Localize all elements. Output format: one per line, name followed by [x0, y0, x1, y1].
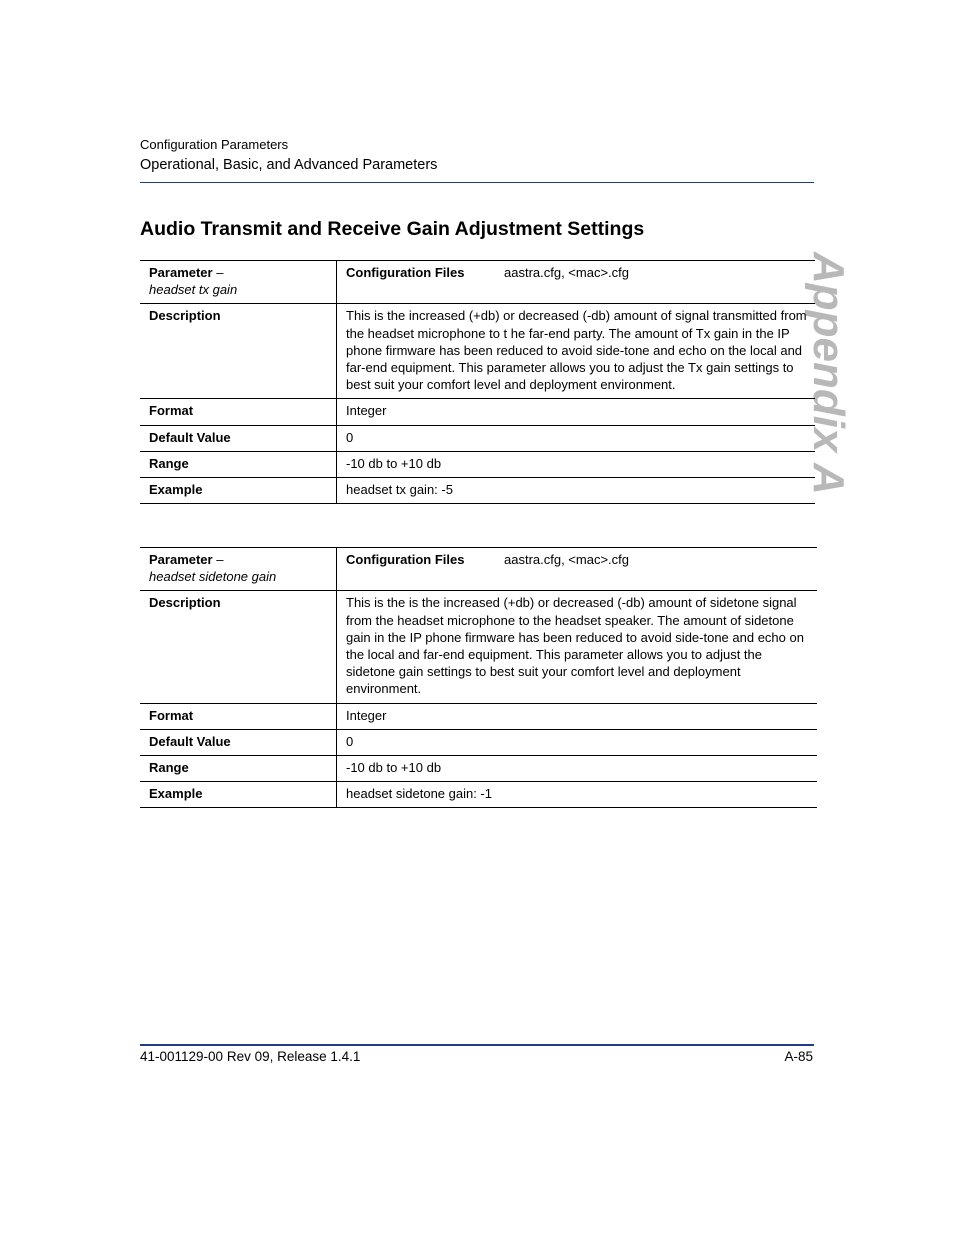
table-row	[140, 729, 817, 755]
config-files-label: Configuration Files	[346, 552, 465, 567]
footer-rule	[140, 1044, 814, 1046]
table-row	[140, 548, 817, 591]
default-value-label: Default Value	[140, 729, 337, 755]
range-value: -10 db to +10 db	[337, 756, 818, 782]
range-value: -10 db to +10 db	[337, 451, 816, 477]
table-row	[140, 703, 817, 729]
parameter-label: Parameter	[149, 552, 213, 567]
description-value: This is the is the increased (+db) or decreased (-db) amount of sidetone signal from the headset microphone to the headset speaker. The amount of sidetone gain in the IP phone firmware has been reduced to avoid side-tone and echo on the local and far-end equipment. This parameter allows you to adjust the sidetone gain settings to best suit your comfort level and deployment environment.	[337, 591, 818, 703]
example-value: headset sidetone gain: -1	[337, 782, 818, 808]
config-files-label: Configuration Files	[346, 265, 465, 280]
format-label: Format	[140, 399, 337, 425]
table-row	[140, 782, 817, 808]
parameter-table-headset-sidetone-gain	[140, 547, 817, 808]
parameter-dash: –	[212, 552, 224, 567]
format-value: Integer	[337, 703, 818, 729]
section-title: Audio Transmit and Receive Gain Adjustment Settings	[140, 218, 645, 240]
footer-page-number: A-85	[784, 1049, 813, 1064]
default-value-value: 0	[337, 425, 816, 451]
appendix-side-tab: Appendix A	[804, 252, 853, 495]
default-value-value: 0	[337, 729, 818, 755]
footer-doc-id: 41-001129-00 Rev 09, Release 1.4.1	[140, 1049, 361, 1064]
table-row	[140, 425, 815, 451]
parameter-name: headset tx gain	[149, 282, 238, 298]
config-files-cell	[337, 548, 818, 591]
header-rule	[140, 182, 814, 183]
range-label: Range	[140, 451, 337, 477]
range-label: Range	[140, 756, 337, 782]
table-row	[140, 756, 817, 782]
config-files-value: aastra.cfg, <mac>.cfg	[504, 552, 630, 567]
parameter-label-cell	[140, 548, 337, 591]
table-row	[140, 591, 817, 703]
running-header-chapter: Configuration Parameters	[140, 137, 289, 152]
example-label: Example	[140, 478, 337, 504]
table-row	[140, 451, 815, 477]
default-value-label: Default Value	[140, 425, 337, 451]
parameter-dash: –	[212, 265, 224, 280]
description-label: Description	[140, 304, 337, 399]
config-files-value: aastra.cfg, <mac>.cfg	[504, 265, 630, 280]
parameter-label: Parameter	[149, 265, 213, 280]
example-value: headset tx gain: -5	[337, 478, 816, 504]
table-row	[140, 399, 815, 425]
example-label: Example	[140, 782, 337, 808]
description-value: This is the increased (+db) or decreased (-db) amount of signal transmitted from the headset microphone to t he far-end party. The amount of Tx gain in the IP phone firmware has been reduced to avoid side-tone and echo on the local and far-end equipment. This parameter allows you to adjust the Tx gain settings to best suit your comfort level and deployment environment.	[337, 304, 816, 399]
parameter-table-headset-tx-gain	[140, 260, 815, 504]
running-header-section: Operational, Basic, and Advanced Parameters	[140, 157, 438, 173]
parameter-label-cell	[140, 261, 337, 304]
table-row	[140, 261, 815, 304]
table-row	[140, 478, 815, 504]
config-files-cell	[337, 261, 816, 304]
parameter-name: headset sidetone gain	[149, 569, 277, 585]
table-row	[140, 304, 815, 399]
format-value: Integer	[337, 399, 816, 425]
description-label: Description	[140, 591, 337, 703]
format-label: Format	[140, 703, 337, 729]
